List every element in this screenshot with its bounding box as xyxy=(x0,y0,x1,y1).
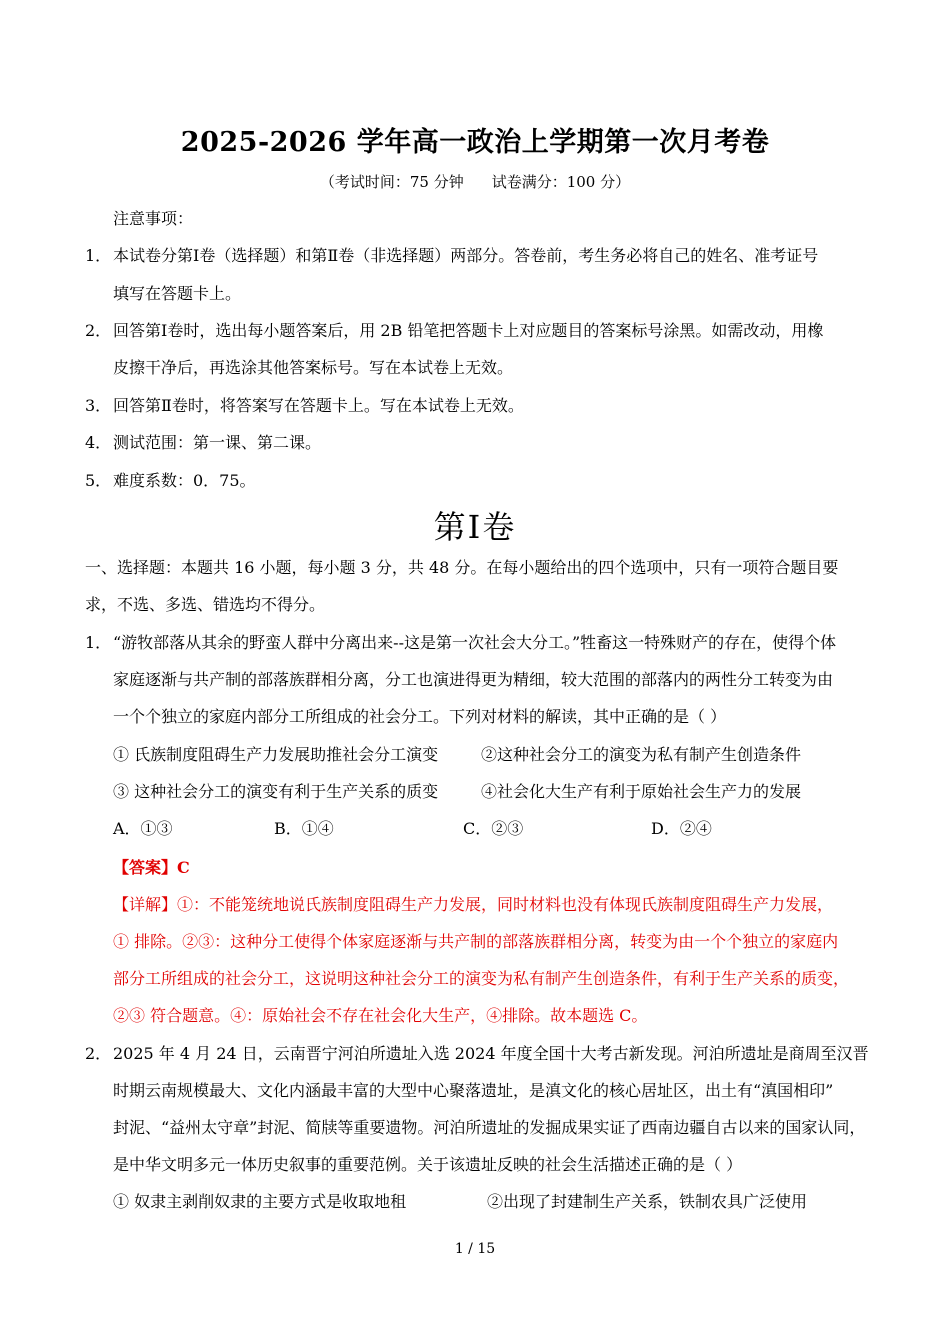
page-number: 1 / 15 xyxy=(454,1241,496,1257)
statement-1: ① 奴隶主剥削奴隶的主要方式是收取地租 xyxy=(113,1192,407,1211)
section-intro: 求，不选、多选、错选均不得分。 xyxy=(85,595,326,614)
note-item-1 xyxy=(85,245,818,267)
question-text: 是中华文明多元一体历史叙事的重要范例。关于该遗址反映的社会生活描述正确的是（ ） xyxy=(113,1155,743,1174)
note-text: 难度系数：0．75。 xyxy=(113,471,256,490)
note-item-4 xyxy=(85,432,321,454)
option-a: A．①③ xyxy=(113,819,173,838)
note-number: 1． xyxy=(85,246,112,265)
question-2-stem xyxy=(85,1043,869,1065)
exam-time: （考试时间：75 分钟 xyxy=(319,173,464,191)
note-item-2 xyxy=(85,320,823,342)
statement-4: ④社会化大生产有利于原始社会生产力的发展 xyxy=(481,782,802,801)
statement-2: ②这种社会分工的演变为私有制产生创造条件 xyxy=(481,745,802,764)
answer-label: 【答案】C xyxy=(113,858,190,877)
question-text: 家庭逐渐与共产制的部落族群相分离，分工也演进得更为精细，较大范围的部落内的两性分工转变为由 xyxy=(113,670,834,689)
note-number: 5． xyxy=(85,471,112,490)
note-number: 4． xyxy=(85,433,112,452)
question-text: 2025 年 4 月 24 日，云南晋宁河泊所遗址入选 2024 年度全国十大考古新发现。河泊所遗址是商周至汉晋 xyxy=(113,1044,869,1063)
question-text: “游牧部落从其余的野蛮人群中分离出来--这是第一次社会大分工。”牲畜这一特殊财产的存在，使得个体 xyxy=(113,633,837,652)
note-item-3 xyxy=(85,395,524,417)
question-text: 时期云南规模最大、文化内涵最丰富的大型中心聚落遗址，是滇文化的核心居址区，出土有“滇国相印” xyxy=(113,1081,834,1100)
question-number: 2． xyxy=(85,1044,112,1063)
note-text: 皮擦干净后，再选涂其他答案标号。写在本试卷上无效。 xyxy=(113,358,514,377)
note-item-5 xyxy=(85,470,256,492)
notes-heading: 注意事项： xyxy=(113,209,194,228)
note-text: 回答第Ⅰ卷时，选出每小题答案后，用 2B 铅笔把答题卡上对应题目的答案标号涂黑。如需改动，用橡 xyxy=(113,321,824,340)
analysis-text: 部分工所组成的社会分工，这说明这种社会分工的演变为私有制产生创造条件，有利于生产关系的质变， xyxy=(113,969,850,988)
question-1-stem xyxy=(85,632,836,654)
statement-1: ① 氏族制度阻碍生产力发展助推社会分工演变 xyxy=(113,745,439,764)
analysis-text: ②③ 符合题意。④：原始社会不存在社会化大生产，④排除。故本题选 C。 xyxy=(113,1006,648,1025)
option-d: D．②④ xyxy=(651,819,712,838)
option-b: B．①④ xyxy=(274,819,334,838)
note-text: 本试卷分第Ⅰ卷（选择题）和第Ⅱ卷（非选择题）两部分。答卷前，考生务必将自己的姓名、准考证号 xyxy=(113,246,819,265)
note-text: 测试范围：第一课、第二课。 xyxy=(113,433,322,452)
note-number: 2． xyxy=(85,321,112,340)
question-number: 1． xyxy=(85,633,112,652)
exam-subtitle xyxy=(0,171,950,192)
section-intro: 一、选择题：本题共 16 小题，每小题 3 分，共 48 分。在每小题给出的四个选项中，只有一项符合题目要 xyxy=(85,558,839,577)
statement-3: ③ 这种社会分工的演变有利于生产关系的质变 xyxy=(113,782,439,801)
statement-2: ②出现了封建制生产关系，铁制农具广泛使用 xyxy=(487,1192,808,1211)
section-title: 第Ⅰ卷 xyxy=(433,508,517,546)
note-text: 填写在答题卡上。 xyxy=(113,284,242,303)
question-text: 一个个独立的家庭内部分工所组成的社会分工。下列对材料的解读，其中正确的是（ ） xyxy=(113,707,727,726)
note-number: 3． xyxy=(85,396,112,415)
exam-score: 试卷满分：100 分） xyxy=(491,173,631,191)
exam-title: 2025-2026 学年高一政治上学期第一次月考卷 xyxy=(180,127,770,158)
note-text: 回答第Ⅱ卷时，将答案写在答题卡上。写在本试卷上无效。 xyxy=(113,396,524,415)
analysis-text: ① 排除。②③：这种分工使得个体家庭逐渐与共产制的部落族群相分离，转变为由一个个独立的家庭内 xyxy=(113,932,839,951)
analysis-text: 【详解】①：不能笼统地说氏族制度阻碍生产力发展，同时材料也没有体现氏族制度阻碍生产力发展， xyxy=(113,895,834,914)
question-text: 封泥、“益州太守章”封泥、简牍等重要遗物。河泊所遗址的发掘成果实证了西南边疆自古以来的国家认同， xyxy=(113,1118,866,1137)
option-c: C．②③ xyxy=(463,819,524,838)
